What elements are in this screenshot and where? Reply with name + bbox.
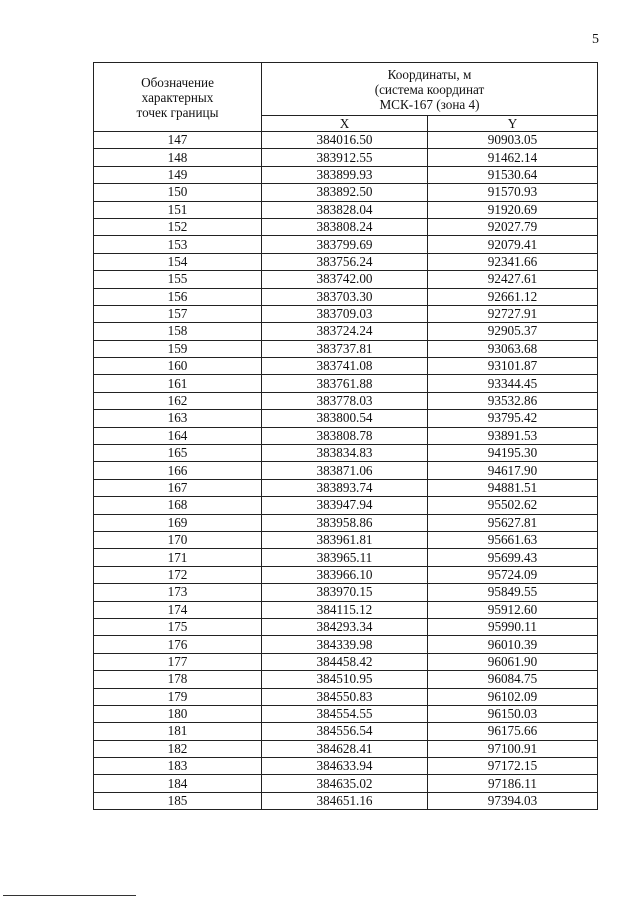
- point-id-cell: 177: [94, 653, 262, 670]
- y-coordinate-cell: 94617.90: [428, 462, 598, 479]
- table-row: [94, 358, 598, 375]
- x-coordinate-cell: 383871.06: [262, 462, 428, 479]
- y-coordinate-cell: 91570.93: [428, 184, 598, 201]
- table-row: [94, 688, 598, 705]
- table-row: [94, 236, 598, 253]
- y-coordinate-cell: 96010.39: [428, 636, 598, 653]
- x-coordinate-cell: 384339.98: [262, 636, 428, 653]
- table-row: [94, 149, 598, 166]
- x-coordinate-cell: 383756.24: [262, 253, 428, 270]
- table-row: [94, 549, 598, 566]
- table-row: [94, 392, 598, 409]
- point-id-cell: 164: [94, 427, 262, 444]
- table-row: [94, 758, 598, 775]
- table-row: [94, 132, 598, 149]
- x-coordinate-cell: 383737.81: [262, 340, 428, 357]
- x-coordinate-cell: 383947.94: [262, 497, 428, 514]
- table-row: [94, 184, 598, 201]
- page-number: 5: [592, 32, 599, 47]
- table-row: [94, 740, 598, 757]
- point-id-cell: 172: [94, 566, 262, 583]
- point-id-cell: 183: [94, 758, 262, 775]
- point-label-line: точек границы: [136, 104, 219, 120]
- y-coordinate-cell: 97172.15: [428, 758, 598, 775]
- coords-title-line: Координаты, м: [387, 66, 472, 82]
- point-id-cell: 180: [94, 705, 262, 722]
- table-row: [94, 427, 598, 444]
- table-header-row: [94, 63, 598, 116]
- point-id-cell: 176: [94, 636, 262, 653]
- point-id-cell: 155: [94, 271, 262, 288]
- point-id-cell: 171: [94, 549, 262, 566]
- x-coordinate-cell: 384628.41: [262, 740, 428, 757]
- point-id-cell: 156: [94, 288, 262, 305]
- y-coordinate-cell: 93795.42: [428, 410, 598, 427]
- table-row: [94, 340, 598, 357]
- point-id-cell: 162: [94, 392, 262, 409]
- table-row: [94, 792, 598, 809]
- x-coordinate-cell: 383834.83: [262, 445, 428, 462]
- table-row: [94, 497, 598, 514]
- x-column-header: X: [262, 116, 428, 132]
- point-id-cell: 161: [94, 375, 262, 392]
- x-coordinate-cell: 383966.10: [262, 566, 428, 583]
- y-coordinate-cell: 95912.60: [428, 601, 598, 618]
- table-row: [94, 218, 598, 235]
- y-coordinate-cell: 95661.63: [428, 531, 598, 548]
- table-row: [94, 288, 598, 305]
- point-id-cell: 163: [94, 410, 262, 427]
- y-coordinate-cell: 93532.86: [428, 392, 598, 409]
- point-id-cell: 169: [94, 514, 262, 531]
- coordinates-header: [262, 63, 598, 116]
- point-label-line: Обозначение: [141, 74, 214, 90]
- y-coordinate-cell: 95502.62: [428, 497, 598, 514]
- y-coordinate-cell: 94881.51: [428, 479, 598, 496]
- coordinates-table: [93, 62, 598, 810]
- x-coordinate-cell: 383778.03: [262, 392, 428, 409]
- x-coordinate-cell: 383970.15: [262, 584, 428, 601]
- point-id-cell: 166: [94, 462, 262, 479]
- point-id-cell: 151: [94, 201, 262, 218]
- y-coordinate-cell: 97394.03: [428, 792, 598, 809]
- table-row: [94, 462, 598, 479]
- y-coordinate-cell: 92341.66: [428, 253, 598, 270]
- x-coordinate-cell: 384458.42: [262, 653, 428, 670]
- point-designation-header: [94, 63, 262, 132]
- table-row: [94, 636, 598, 653]
- point-id-cell: 182: [94, 740, 262, 757]
- point-id-cell: 153: [94, 236, 262, 253]
- x-coordinate-cell: 383799.69: [262, 236, 428, 253]
- point-id-cell: 168: [94, 497, 262, 514]
- table-row: [94, 601, 598, 618]
- y-coordinate-cell: 91920.69: [428, 201, 598, 218]
- point-id-cell: 152: [94, 218, 262, 235]
- x-coordinate-cell: 383742.00: [262, 271, 428, 288]
- table-row: [94, 375, 598, 392]
- x-coordinate-cell: 384554.55: [262, 705, 428, 722]
- table-row: [94, 410, 598, 427]
- table-row: [94, 584, 598, 601]
- y-coordinate-cell: 95699.43: [428, 549, 598, 566]
- x-coordinate-cell: 383899.93: [262, 166, 428, 183]
- point-id-cell: 148: [94, 149, 262, 166]
- point-id-cell: 179: [94, 688, 262, 705]
- y-coordinate-cell: 96084.75: [428, 671, 598, 688]
- table-row: [94, 514, 598, 531]
- point-id-cell: 174: [94, 601, 262, 618]
- table-row: [94, 445, 598, 462]
- point-id-cell: 167: [94, 479, 262, 496]
- y-coordinate-cell: 92079.41: [428, 236, 598, 253]
- table-row: [94, 305, 598, 322]
- table-row: [94, 201, 598, 218]
- x-coordinate-cell: 384510.95: [262, 671, 428, 688]
- x-coordinate-cell: 383800.54: [262, 410, 428, 427]
- y-coordinate-cell: 95724.09: [428, 566, 598, 583]
- x-coordinate-cell: 383808.78: [262, 427, 428, 444]
- table-row: [94, 323, 598, 340]
- x-coordinate-cell: 383808.24: [262, 218, 428, 235]
- y-coordinate-cell: 97100.91: [428, 740, 598, 757]
- x-coordinate-cell: 384550.83: [262, 688, 428, 705]
- x-coordinate-cell: 384016.50: [262, 132, 428, 149]
- y-coordinate-cell: 96150.03: [428, 705, 598, 722]
- y-coordinate-cell: 92661.12: [428, 288, 598, 305]
- table-row: [94, 253, 598, 270]
- coords-title-line: МСК-167 (зона 4): [379, 96, 480, 112]
- table-row: [94, 671, 598, 688]
- x-coordinate-cell: 383958.86: [262, 514, 428, 531]
- y-coordinate-cell: 96102.09: [428, 688, 598, 705]
- x-coordinate-cell: 383828.04: [262, 201, 428, 218]
- point-id-cell: 149: [94, 166, 262, 183]
- table-row: [94, 653, 598, 670]
- point-id-cell: 154: [94, 253, 262, 270]
- table-row: [94, 618, 598, 635]
- point-id-cell: 184: [94, 775, 262, 792]
- y-coordinate-cell: 93891.53: [428, 427, 598, 444]
- x-coordinate-cell: 383761.88: [262, 375, 428, 392]
- y-coordinate-cell: 95990.11: [428, 618, 598, 635]
- point-id-cell: 170: [94, 531, 262, 548]
- point-id-cell: 158: [94, 323, 262, 340]
- y-coordinate-cell: 95849.55: [428, 584, 598, 601]
- x-coordinate-cell: 383912.55: [262, 149, 428, 166]
- x-coordinate-cell: 383709.03: [262, 305, 428, 322]
- point-id-cell: 181: [94, 723, 262, 740]
- y-coordinate-cell: 92027.79: [428, 218, 598, 235]
- x-coordinate-cell: 384635.02: [262, 775, 428, 792]
- x-coordinate-cell: 384293.34: [262, 618, 428, 635]
- table-row: [94, 479, 598, 496]
- x-coordinate-cell: 383961.81: [262, 531, 428, 548]
- x-coordinate-cell: 383965.11: [262, 549, 428, 566]
- footnote-divider: [3, 895, 136, 896]
- coords-title-line: (система координат: [374, 81, 485, 97]
- x-coordinate-cell: 383893.74: [262, 479, 428, 496]
- y-coordinate-cell: 91530.64: [428, 166, 598, 183]
- point-id-cell: 175: [94, 618, 262, 635]
- point-id-cell: 159: [94, 340, 262, 357]
- y-coordinate-cell: 92427.61: [428, 271, 598, 288]
- y-coordinate-cell: 93101.87: [428, 358, 598, 375]
- x-coordinate-cell: 383724.24: [262, 323, 428, 340]
- table-row: [94, 723, 598, 740]
- table-row: [94, 775, 598, 792]
- y-coordinate-cell: 95627.81: [428, 514, 598, 531]
- point-id-cell: 157: [94, 305, 262, 322]
- table-body: [94, 132, 598, 810]
- x-coordinate-cell: 384651.16: [262, 792, 428, 809]
- y-coordinate-cell: 93063.68: [428, 340, 598, 357]
- y-coordinate-cell: 92905.37: [428, 323, 598, 340]
- y-column-header: Y: [428, 116, 598, 132]
- point-label-line: характерных: [141, 89, 214, 105]
- x-coordinate-cell: 383892.50: [262, 184, 428, 201]
- y-coordinate-cell: 90903.05: [428, 132, 598, 149]
- x-coordinate-cell: 384115.12: [262, 601, 428, 618]
- y-coordinate-cell: 92727.91: [428, 305, 598, 322]
- x-coordinate-cell: 384633.94: [262, 758, 428, 775]
- y-coordinate-cell: 93344.45: [428, 375, 598, 392]
- y-coordinate-cell: 96061.90: [428, 653, 598, 670]
- table-row: [94, 705, 598, 722]
- y-coordinate-cell: 94195.30: [428, 445, 598, 462]
- point-id-cell: 173: [94, 584, 262, 601]
- point-id-cell: 150: [94, 184, 262, 201]
- point-id-cell: 160: [94, 358, 262, 375]
- y-coordinate-cell: 91462.14: [428, 149, 598, 166]
- point-id-cell: 178: [94, 671, 262, 688]
- table-row: [94, 531, 598, 548]
- point-id-cell: 147: [94, 132, 262, 149]
- x-coordinate-cell: 383703.30: [262, 288, 428, 305]
- table-row: [94, 271, 598, 288]
- table-row: [94, 166, 598, 183]
- point-id-cell: 165: [94, 445, 262, 462]
- x-coordinate-cell: 384556.54: [262, 723, 428, 740]
- point-id-cell: 185: [94, 792, 262, 809]
- y-coordinate-cell: 96175.66: [428, 723, 598, 740]
- table-row: [94, 566, 598, 583]
- y-coordinate-cell: 97186.11: [428, 775, 598, 792]
- x-coordinate-cell: 383741.08: [262, 358, 428, 375]
